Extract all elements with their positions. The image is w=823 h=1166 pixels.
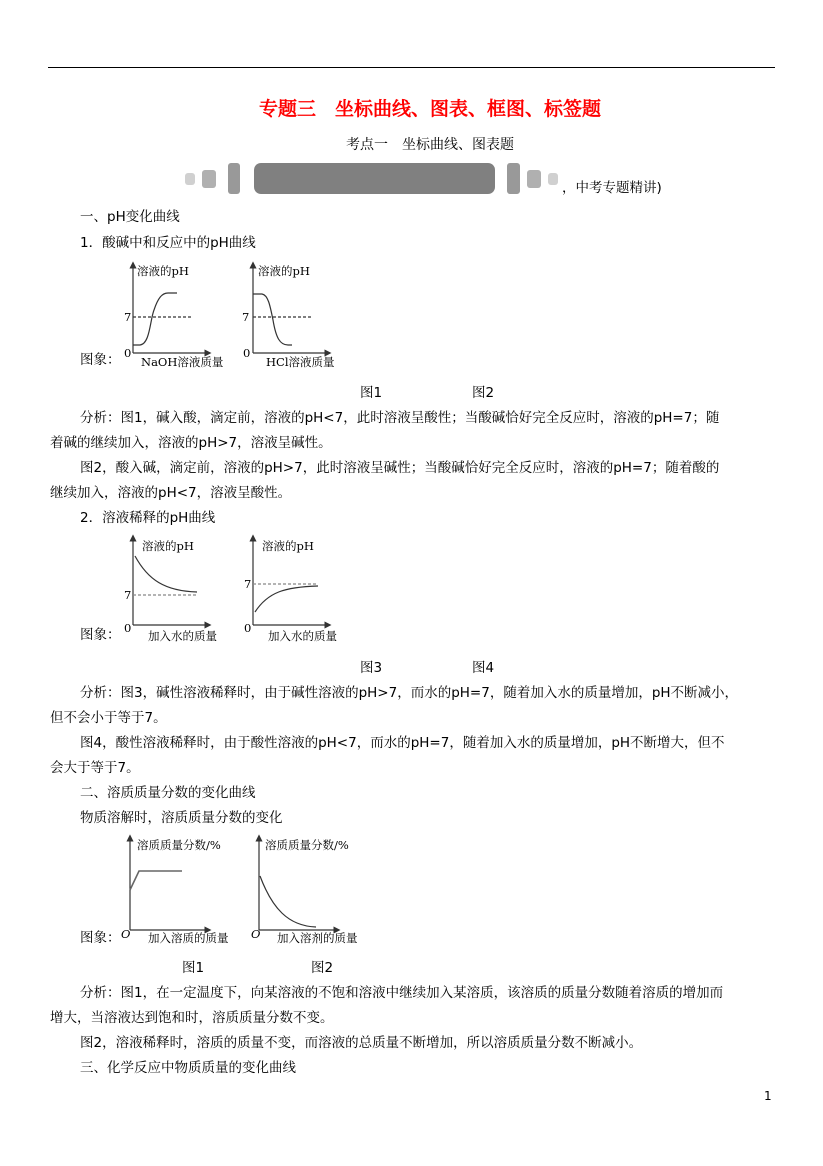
image-label: 图象： [80, 930, 121, 946]
banner-text: ，中考专题精讲) [562, 180, 662, 196]
analysis-line: 图2，酸入碱，滴定前，溶液的pH>7，此时溶液呈碱性；当酸碱恰好完全反应时，溶液的pH=7；随着酸的 [80, 460, 720, 476]
intro-text: 物质溶解时，溶质质量分数的变化 [80, 810, 283, 826]
analysis-line: 着碱的继续加入，溶液的pH>7，溶液呈碱性。 [50, 435, 332, 451]
section-heading: 二、溶质质量分数的变化曲线 [80, 785, 256, 801]
chart-ph-hcl [253, 265, 328, 353]
subsection-heading: 2．溶液稀释的pH曲线 [80, 510, 216, 526]
y-axis-label: 溶质质量分数/% [265, 838, 349, 852]
analysis-line: 图4，酸性溶液稀释时，由于酸性溶液的pH<7，而水的pH=7，随着加入水的质量增加，pH不断增大，但不 [80, 735, 725, 751]
origin-label: 0 [244, 621, 252, 635]
x-axis-label: 加入溶剂的质量 [277, 931, 358, 945]
image-label: 图象： [80, 352, 121, 368]
page-title: 专题三 坐标曲线、图表、框图、标签题 [258, 98, 601, 120]
x-axis-label: 加入溶质的质量 [148, 931, 229, 945]
chart-ph-naoh [133, 265, 208, 353]
tick-label: 7 [124, 588, 132, 602]
page-subtitle: 考点一 坐标曲线、图表题 [346, 137, 514, 153]
origin-label: O [251, 927, 261, 941]
x-axis-label: 加入水的质量 [268, 629, 337, 643]
analysis-line: 分析：图1，在一定温度下，向某溶液的不饱和溶液中继续加入某溶质，该溶质的质量分数随着溶质的增加而 [80, 985, 724, 1001]
section-heading: 三、化学反应中物质质量的变化曲线 [80, 1060, 296, 1076]
page-number: 1 [764, 1089, 772, 1103]
y-axis-label: 溶液的pH [258, 264, 310, 278]
origin-label: 0 [243, 346, 251, 360]
figure-caption: 图1 [360, 385, 383, 401]
fraction-curve [130, 871, 182, 890]
tick-label: 7 [242, 310, 250, 324]
tick-label: 7 [244, 577, 252, 591]
y-axis-label: 溶液的pH [142, 539, 194, 553]
analysis-line: 分析：图3，碱性溶液稀释时，由于碱性溶液的pH>7，而水的pH=7，随着加入水的质量增加，pH不断减小， [80, 685, 739, 701]
fraction-curve [260, 876, 316, 927]
figure-caption: 图3 [360, 660, 383, 676]
y-axis-label: 溶液的pH [137, 264, 189, 278]
figure-caption: 图2 [311, 960, 334, 976]
analysis-line: 继续加入，溶液的pH<7，溶液呈酸性。 [50, 485, 292, 501]
ph-curve [255, 586, 318, 612]
ph-curve [253, 294, 292, 345]
x-axis-label: NaOH溶液质量 [141, 355, 224, 369]
analysis-line: 图2，溶液稀释时，溶质的质量不变，而溶液的总质量不断增加，所以溶质质量分数不断减小。 [80, 1035, 643, 1051]
section-heading: 一、pH变化曲线 [80, 209, 180, 225]
figure-caption: 图2 [472, 385, 495, 401]
image-label: 图象： [80, 627, 121, 643]
ph-curve [133, 293, 177, 345]
subsection-heading: 1．酸碱中和反应中的pH曲线 [80, 235, 256, 251]
analysis-line: 分析：图1，碱入酸，滴定前，溶液的pH<7，此时溶液呈酸性；当酸碱恰好完全反应时，溶液的pH=7；随 [80, 410, 720, 426]
tick-label: 7 [124, 310, 132, 324]
analysis-line: 会大于等于7。 [50, 760, 140, 776]
analysis-line: 增大，当溶液达到饱和时，溶质质量分数不变。 [50, 1010, 334, 1026]
analysis-line: 但不会小于等于7。 [50, 710, 167, 726]
origin-label: O [121, 927, 131, 941]
y-axis-label: 溶液的pH [262, 539, 314, 553]
figure-caption: 图1 [182, 960, 205, 976]
x-axis-label: HCl溶液质量 [266, 355, 335, 369]
figure-caption: 图4 [472, 660, 495, 676]
origin-label: 0 [124, 621, 132, 635]
origin-label: 0 [124, 346, 132, 360]
y-axis-label: 溶质质量分数/% [137, 838, 221, 852]
ph-curve [135, 556, 197, 592]
x-axis-label: 加入水的质量 [148, 629, 217, 643]
